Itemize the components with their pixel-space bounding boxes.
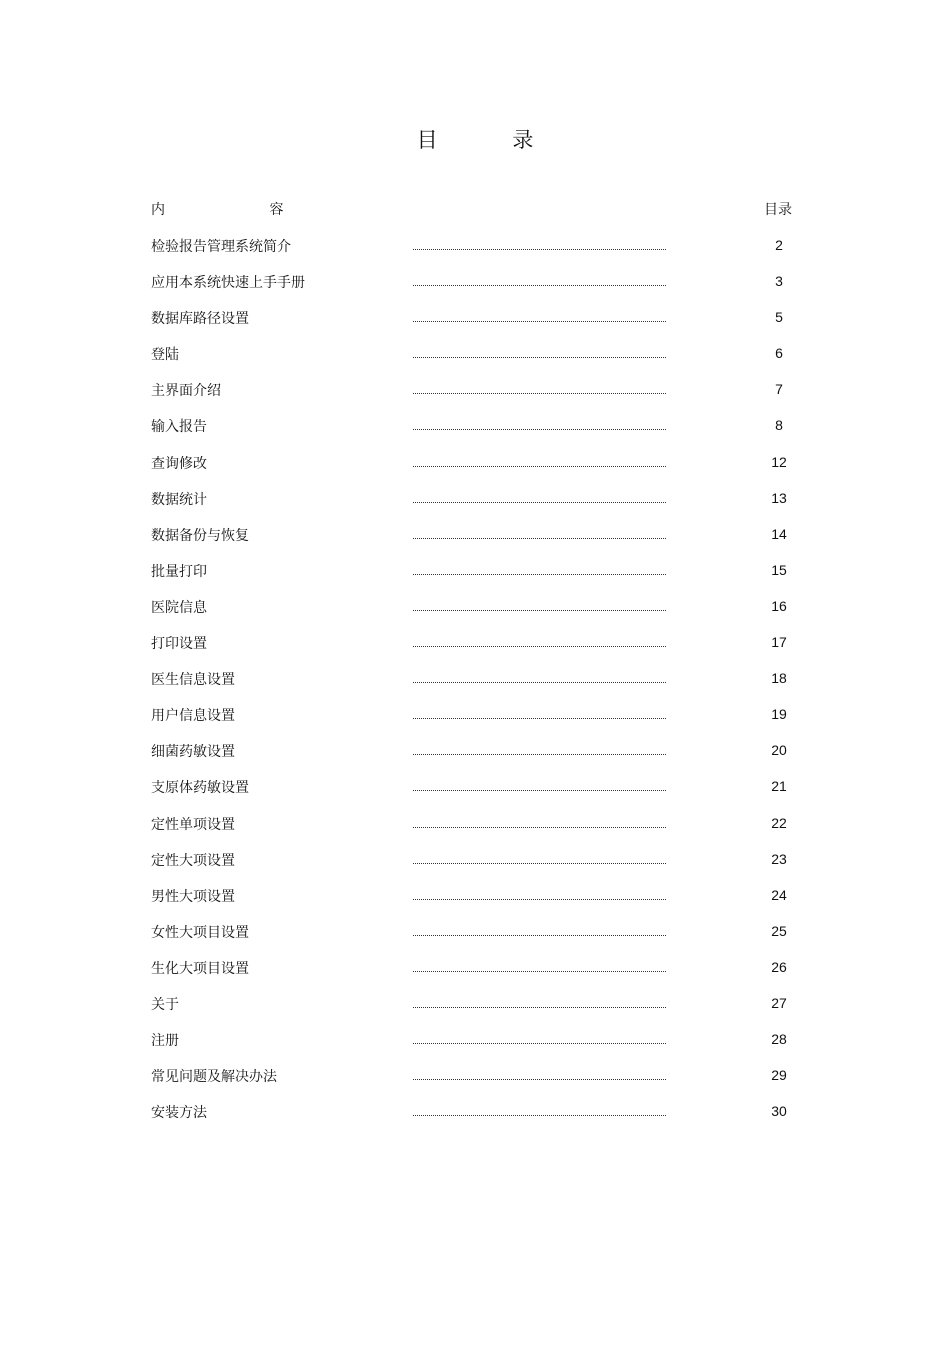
toc-entry-title: 细菌药敏设置 bbox=[151, 744, 235, 761]
toc-entry-page-number: 2 bbox=[775, 237, 783, 253]
toc-entry[interactable] bbox=[151, 343, 811, 379]
toc-entry[interactable] bbox=[151, 452, 811, 488]
toc-entry-page-number: 7 bbox=[775, 381, 783, 398]
toc-entry-page-number: 12 bbox=[771, 453, 787, 470]
toc-header-page-label: 目录 bbox=[764, 202, 792, 218]
toc-entry-title: 批量打印 bbox=[151, 563, 207, 580]
toc-entry[interactable] bbox=[151, 740, 811, 776]
dot-leader bbox=[413, 634, 666, 647]
toc-entry-page-number: 19 bbox=[771, 706, 787, 723]
toc-header-content-label: 内 容 bbox=[151, 202, 334, 218]
dot-leader bbox=[413, 1067, 666, 1080]
toc-entry[interactable] bbox=[151, 524, 811, 560]
toc-entry-title: 男性大项设置 bbox=[151, 888, 235, 905]
toc-entry-page-number: 13 bbox=[771, 489, 787, 506]
toc-entry[interactable] bbox=[151, 921, 811, 957]
toc-entry[interactable] bbox=[151, 632, 811, 668]
toc-entry-title: 医院信息 bbox=[151, 599, 207, 616]
toc-entry[interactable] bbox=[151, 1065, 811, 1101]
toc-entry[interactable] bbox=[151, 415, 811, 451]
dot-leader bbox=[413, 562, 666, 575]
toc-entry[interactable] bbox=[151, 379, 811, 415]
toc-entry-page-number: 29 bbox=[771, 1067, 787, 1084]
toc-entry-page-number: 21 bbox=[771, 778, 787, 795]
dot-leader bbox=[413, 959, 666, 972]
dot-leader bbox=[413, 598, 666, 611]
toc-entry-page-number: 28 bbox=[771, 1031, 787, 1048]
toc-entry-title: 定性大项设置 bbox=[151, 852, 235, 869]
toc-entry-title: 用户信息设置 bbox=[151, 708, 235, 725]
toc-entry-page-number: 26 bbox=[771, 958, 787, 975]
dot-leader bbox=[413, 381, 666, 394]
dot-leader bbox=[413, 454, 666, 467]
toc-entry-page-number: 8 bbox=[775, 417, 783, 434]
toc-entry-title: 输入报告 bbox=[151, 419, 207, 436]
toc-entry-title: 常见问题及解决办法 bbox=[151, 1069, 277, 1086]
dot-leader bbox=[413, 1031, 666, 1044]
toc-entry-title: 打印设置 bbox=[151, 636, 207, 653]
toc-entry[interactable] bbox=[151, 957, 811, 993]
toc-entry-title: 数据统计 bbox=[151, 491, 207, 508]
dot-leader bbox=[413, 815, 666, 828]
toc-entry-title: 检验报告管理系统简介 bbox=[151, 239, 291, 255]
toc-entry-title: 关于 bbox=[151, 996, 179, 1013]
dot-leader bbox=[413, 237, 666, 250]
dot-leader bbox=[413, 706, 666, 719]
dot-leader bbox=[413, 345, 666, 358]
toc-entry-title: 生化大项目设置 bbox=[151, 960, 249, 977]
dot-leader bbox=[413, 778, 666, 791]
toc-entry[interactable] bbox=[151, 235, 811, 271]
toc-entry[interactable] bbox=[151, 271, 811, 307]
toc-entry[interactable] bbox=[151, 1029, 811, 1065]
dot-leader bbox=[413, 923, 666, 936]
dot-leader bbox=[413, 995, 666, 1008]
toc-entry-page-number: 22 bbox=[771, 814, 787, 831]
toc-entry-page-number: 27 bbox=[771, 994, 787, 1011]
toc-entry[interactable] bbox=[151, 776, 811, 812]
toc-entry[interactable] bbox=[151, 885, 811, 921]
toc-entry[interactable] bbox=[151, 596, 811, 632]
dot-leader bbox=[413, 1103, 666, 1116]
dot-leader bbox=[413, 309, 666, 322]
toc-entry[interactable] bbox=[151, 1101, 811, 1137]
toc-entry-page-number: 6 bbox=[775, 345, 783, 362]
toc-entry[interactable] bbox=[151, 849, 811, 885]
toc-list bbox=[151, 235, 811, 1137]
dot-leader bbox=[413, 887, 666, 900]
toc-entry[interactable] bbox=[151, 307, 811, 343]
toc-entry-page-number: 15 bbox=[771, 561, 787, 578]
toc-entry-title: 登陆 bbox=[151, 347, 179, 364]
dot-leader bbox=[413, 851, 666, 864]
toc-entry-page-number: 20 bbox=[771, 742, 787, 759]
toc-header bbox=[151, 199, 811, 221]
toc-entry[interactable] bbox=[151, 668, 811, 704]
toc-entry-title: 医生信息设置 bbox=[151, 672, 235, 689]
toc-entry-title: 数据库路径设置 bbox=[151, 311, 249, 328]
toc-entry[interactable] bbox=[151, 813, 811, 849]
page-title: 目 录 bbox=[416, 128, 568, 152]
toc-entry-title: 主界面介绍 bbox=[151, 383, 221, 400]
dot-leader bbox=[413, 273, 666, 286]
toc-entry-page-number: 24 bbox=[771, 886, 787, 903]
toc-entry-title: 定性单项设置 bbox=[151, 816, 235, 833]
dot-leader bbox=[413, 526, 666, 539]
dot-leader bbox=[413, 490, 666, 503]
toc-entry-page-number: 5 bbox=[775, 309, 783, 326]
toc-entry-title: 数据备份与恢复 bbox=[151, 527, 249, 544]
dot-leader bbox=[413, 742, 666, 755]
toc-entry[interactable] bbox=[151, 993, 811, 1029]
toc-entry-page-number: 14 bbox=[771, 525, 787, 542]
toc-entry-title: 支原体药敏设置 bbox=[151, 780, 249, 797]
toc-entry-page-number: 18 bbox=[771, 670, 787, 687]
toc-entry[interactable] bbox=[151, 488, 811, 524]
toc-entry-page-number: 23 bbox=[771, 850, 787, 867]
dot-leader bbox=[413, 670, 666, 683]
toc-entry-page-number: 3 bbox=[775, 273, 783, 290]
toc-entry-title: 查询修改 bbox=[151, 455, 207, 472]
toc-entry[interactable] bbox=[151, 560, 811, 596]
toc-entry-title: 女性大项目设置 bbox=[151, 924, 249, 941]
toc-entry-title: 注册 bbox=[151, 1033, 179, 1050]
toc-entry-page-number: 25 bbox=[771, 922, 787, 939]
toc-entry-title: 安装方法 bbox=[151, 1105, 207, 1122]
toc-entry[interactable] bbox=[151, 704, 811, 740]
toc-entry-page-number: 16 bbox=[771, 597, 787, 614]
dot-leader bbox=[413, 417, 666, 430]
toc-entry-page-number: 17 bbox=[771, 634, 787, 651]
toc-entry-title: 应用本系统快速上手手册 bbox=[151, 275, 305, 292]
toc-entry-page-number: 30 bbox=[771, 1103, 787, 1120]
